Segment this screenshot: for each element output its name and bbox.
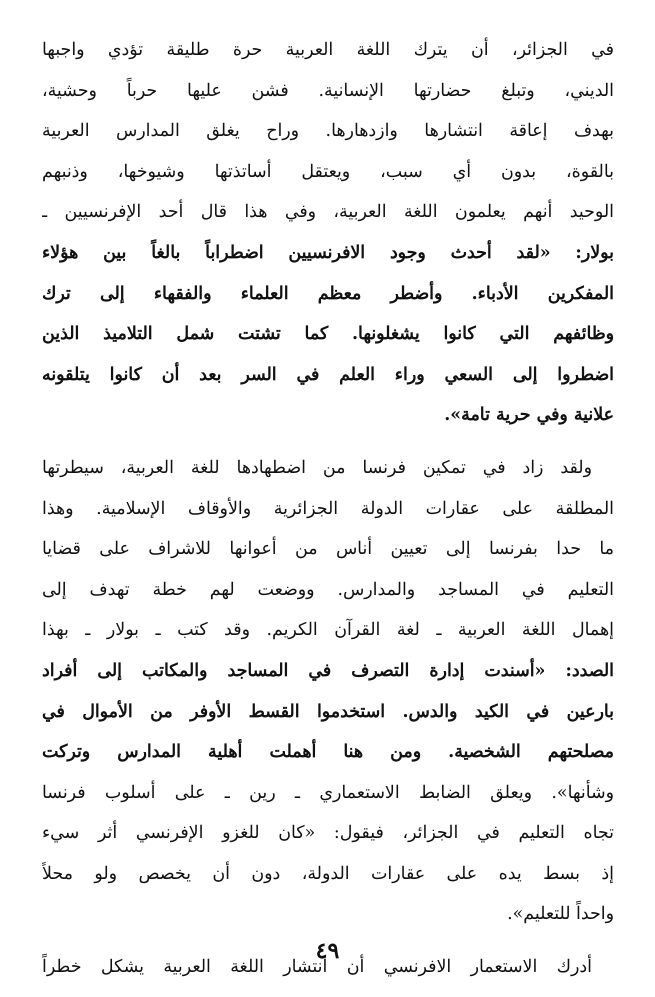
quote-line: بولار: «لقد أحدث وجود الافرنسيين اضطراباً بالغاً بين هؤلاء [42, 242, 614, 263]
text-line: واحداً للتعليم». [507, 904, 614, 925]
quote-line: الصدد: «أسندت إدارة التصرف في المساجد والمكاتب إلى أفراد [42, 660, 614, 681]
quote-line: اضطروا إلى السعي وراء العلم في السر بعد أن كانوا يتلقونه [42, 364, 614, 385]
text-line: المطلقة على عقارات الدولة الجزائرية والأوقاف الإسلامية. وهذا [42, 498, 614, 519]
quote-line: علانية وفي حرية تامة». [444, 405, 614, 426]
page-body [42, 30, 614, 988]
quote-line: بارعين في الكيد والدس. استخدموا القسط الأوفر من الأموال في [42, 701, 614, 722]
text-line: بهدف إعاقة انتشارها وازدهارها. وراح يغلق المدارس العربية [42, 121, 614, 142]
quote-line: المفكرين الأدباء. وأضطر معظم العلماء والفقهاء إلى ترك [42, 283, 614, 304]
text-line: في الجزائر، أن يترك اللغة العربية حرة طليقة تؤدي واجبها [42, 40, 614, 60]
text-line: الوحيد أنهم يعلمون اللغة العربية، وفي هذا قال أحد الإفرنسيين ـ [42, 202, 614, 223]
quote-line: مصلحتهم الشخصية. ومن هنا أهملت أهلية المدارس وتركت [42, 742, 614, 763]
page-number: ٤٩ [315, 938, 340, 964]
paragraph [42, 30, 614, 436]
text-line: الديني، وتبلغ حضارتها الإنسانية. فشن عليها حرباً وحشية، [42, 80, 614, 101]
text-line: بالقوة، بدون أي سبب، ويعتقل أساتذتها وشيوخها، وذنبهم [42, 161, 614, 182]
text-line: التعليم في المساجد والمدارس. ووضعت لهم خطة تهدف إلى [42, 579, 614, 600]
text-line: ما حدا بفرنسا إلى تعيين أناس من أعوانها للاشراف على قضايا [42, 539, 614, 560]
paragraph [42, 448, 614, 935]
text-line: ولقد زاد في تمكين فرنسا من اضطهادها للغة العربية، سيطرتها [42, 457, 592, 478]
text-line: إهمال اللغة العربية ـ لغة القرآن الكريم. وقد كتب ـ بولار ـ بهذا [42, 620, 614, 641]
text-line: أدرك الاستعمار الافرنسي أن انتشار اللغة العربية يشكل خطراً [42, 957, 592, 978]
text-line: إذ بسط يده على عقارات الدولة، دون أن يخصص ولو محلاً [42, 863, 614, 884]
text-line: تجاه التعليم في الجزائر، فيقول: «كان للغزو الإفرنسي أثر سيء [42, 823, 614, 844]
quote-line: وظائفهم التي كانوا يشغلونها. كما تشتت شمل التلاميذ الذين [42, 324, 614, 345]
text-line: وشأنها». ويعلق الضابط الاستعماري ـ رين ـ على أسلوب فرنسا [42, 782, 614, 803]
